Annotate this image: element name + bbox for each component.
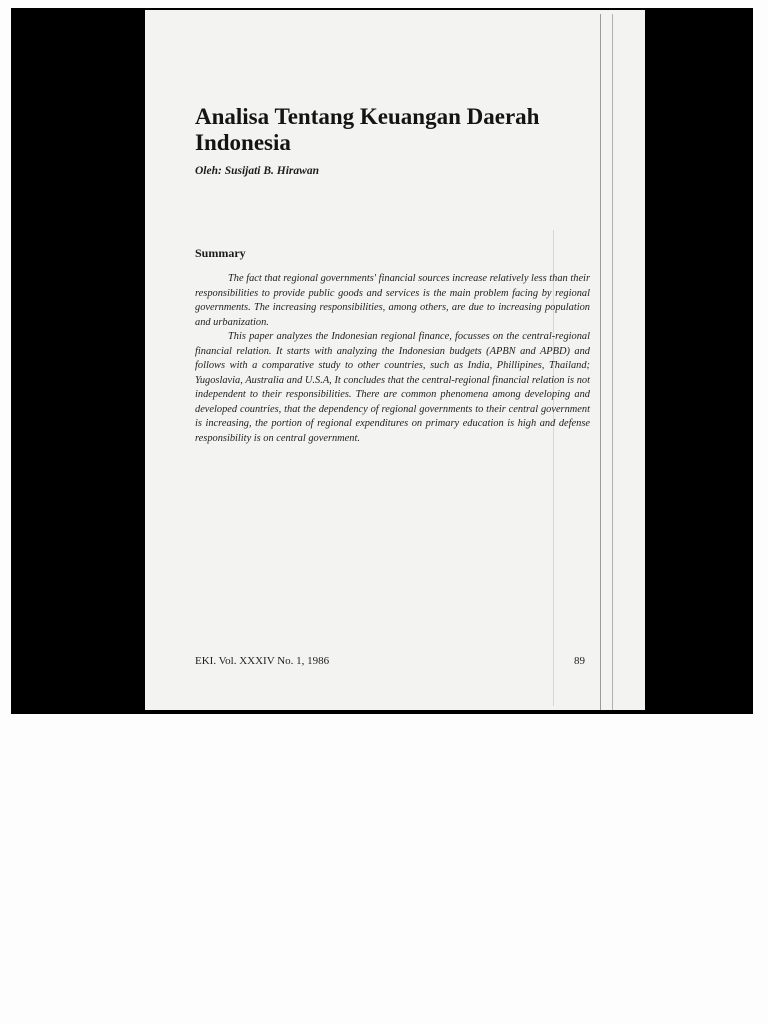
abstract-paragraph: The fact that regional governments' financial sources increase relatively less than their responsibilities to provide public goods and services is the main problem facing by regional governments. The increasing responsibilities, among others, are due to increasing population and urbanization. <box>195 273 590 328</box>
page-edge-line <box>612 14 613 710</box>
page-footer <box>195 655 590 667</box>
journal-citation: EKI. Vol. XXXIV No. 1, 1986 <box>195 655 330 667</box>
abstract-paragraph: This paper analyzes the Indonesian regional finance, focusses on the central-regional financial relation. It starts with analyzing the Indonesian budgets (APBN and APBD) and follows with a comparative study to other countries, such as India, Phillipines, Thailand; Yugoslavia, Australia and U.S.A, It concludes that the central-regional financial relation is not independent to their responsibilities. There are common phenomena among developing and developed countries, that the dependency of regional governments to their central government is increasing, the portion of regional expenditures on primary education is high and defense responsibility is on central government. <box>195 331 590 444</box>
article-title: Analisa Tentang Keuangan Daerah Indonesia <box>195 104 540 155</box>
abstract-body <box>195 272 590 446</box>
section-heading: Summary <box>195 246 246 260</box>
page-edge-line <box>600 14 601 710</box>
page-number: 89 <box>574 655 585 667</box>
article-author: Oleh: Susijati B. Hirawan <box>195 165 319 177</box>
